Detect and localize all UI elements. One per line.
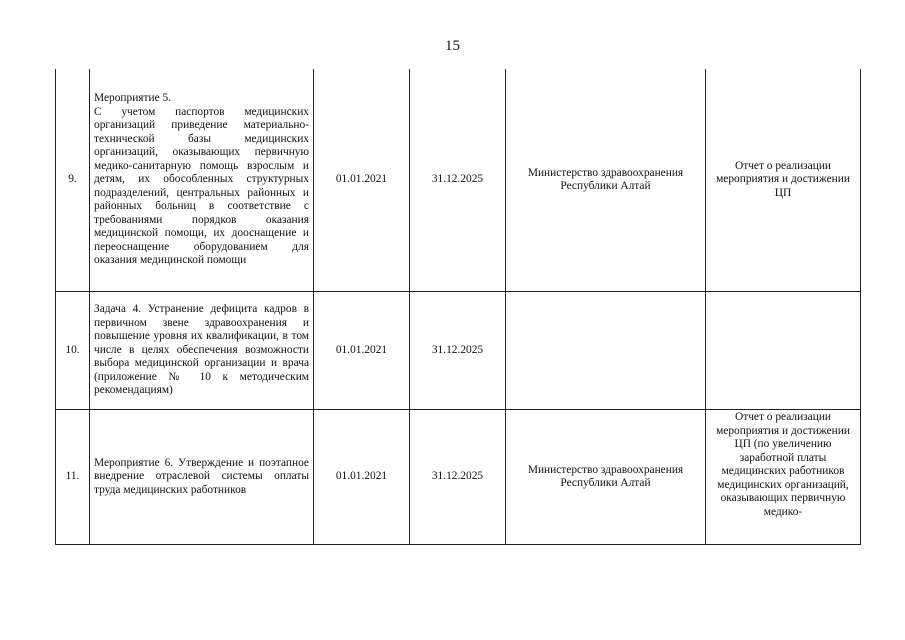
table-row [56,69,861,292]
row-number: 10. [56,292,90,410]
start-date: 01.01.2021 [314,292,410,410]
end-date: 31.12.2025 [410,410,506,545]
activity-description: С учетом паспортов медицинских организаций приведение материально-технической базы медицинских организаций, оказывающих первичную медико-санитарную помощь взрослым и детям, их обособленных структурных подразделений, центральных районных и районных больниц в соответствие с требованиями порядков оказания медицинской помощи, их дооснащение и переоснащение оборудованием для оказания медицинской помощи [94,105,309,267]
start-date: 01.01.2021 [314,410,410,545]
activity-description: Задача 4. Устранение дефицита кадров в первичном звене здравоохранения и повышение уровня их квалификации, в том числе в целях обеспечения возможности выбора медицинской организации и врача (приложение № 10 к методическим рекомендациям) [94,303,309,397]
responsible-executor: Министерство здравоохранения Республики Алтай [506,410,706,545]
table-row [56,410,861,545]
result-description: Отчет о реализации мероприятия и достижении ЦП [706,69,861,292]
activity-name [90,292,314,410]
result-description: Отчет о реализации мероприятия и достижении ЦП (по увеличению заработной платы медицинских работников медицинских организаций, оказывающих первичную медико- [706,410,861,545]
row-number: 9. [56,69,90,292]
start-date: 01.01.2021 [314,69,410,292]
row-number: 11. [56,410,90,545]
result-description [706,292,861,410]
end-date: 31.12.2025 [410,292,506,410]
activity-description: Мероприятие 6. Утверждение и поэтапное внедрение отраслевой системы оплаты труда медицинских работников [94,456,309,496]
responsible-executor [506,292,706,410]
activity-name [90,69,314,292]
activity-title: Мероприятие 5. [94,92,172,105]
end-date: 31.12.2025 [410,69,506,292]
activity-name [90,410,314,545]
responsible-executor: Министерство здравоохранения Республики Алтай [506,69,706,292]
activities-table [55,69,861,545]
page-number: 15 [445,38,460,54]
table-row [56,292,861,410]
